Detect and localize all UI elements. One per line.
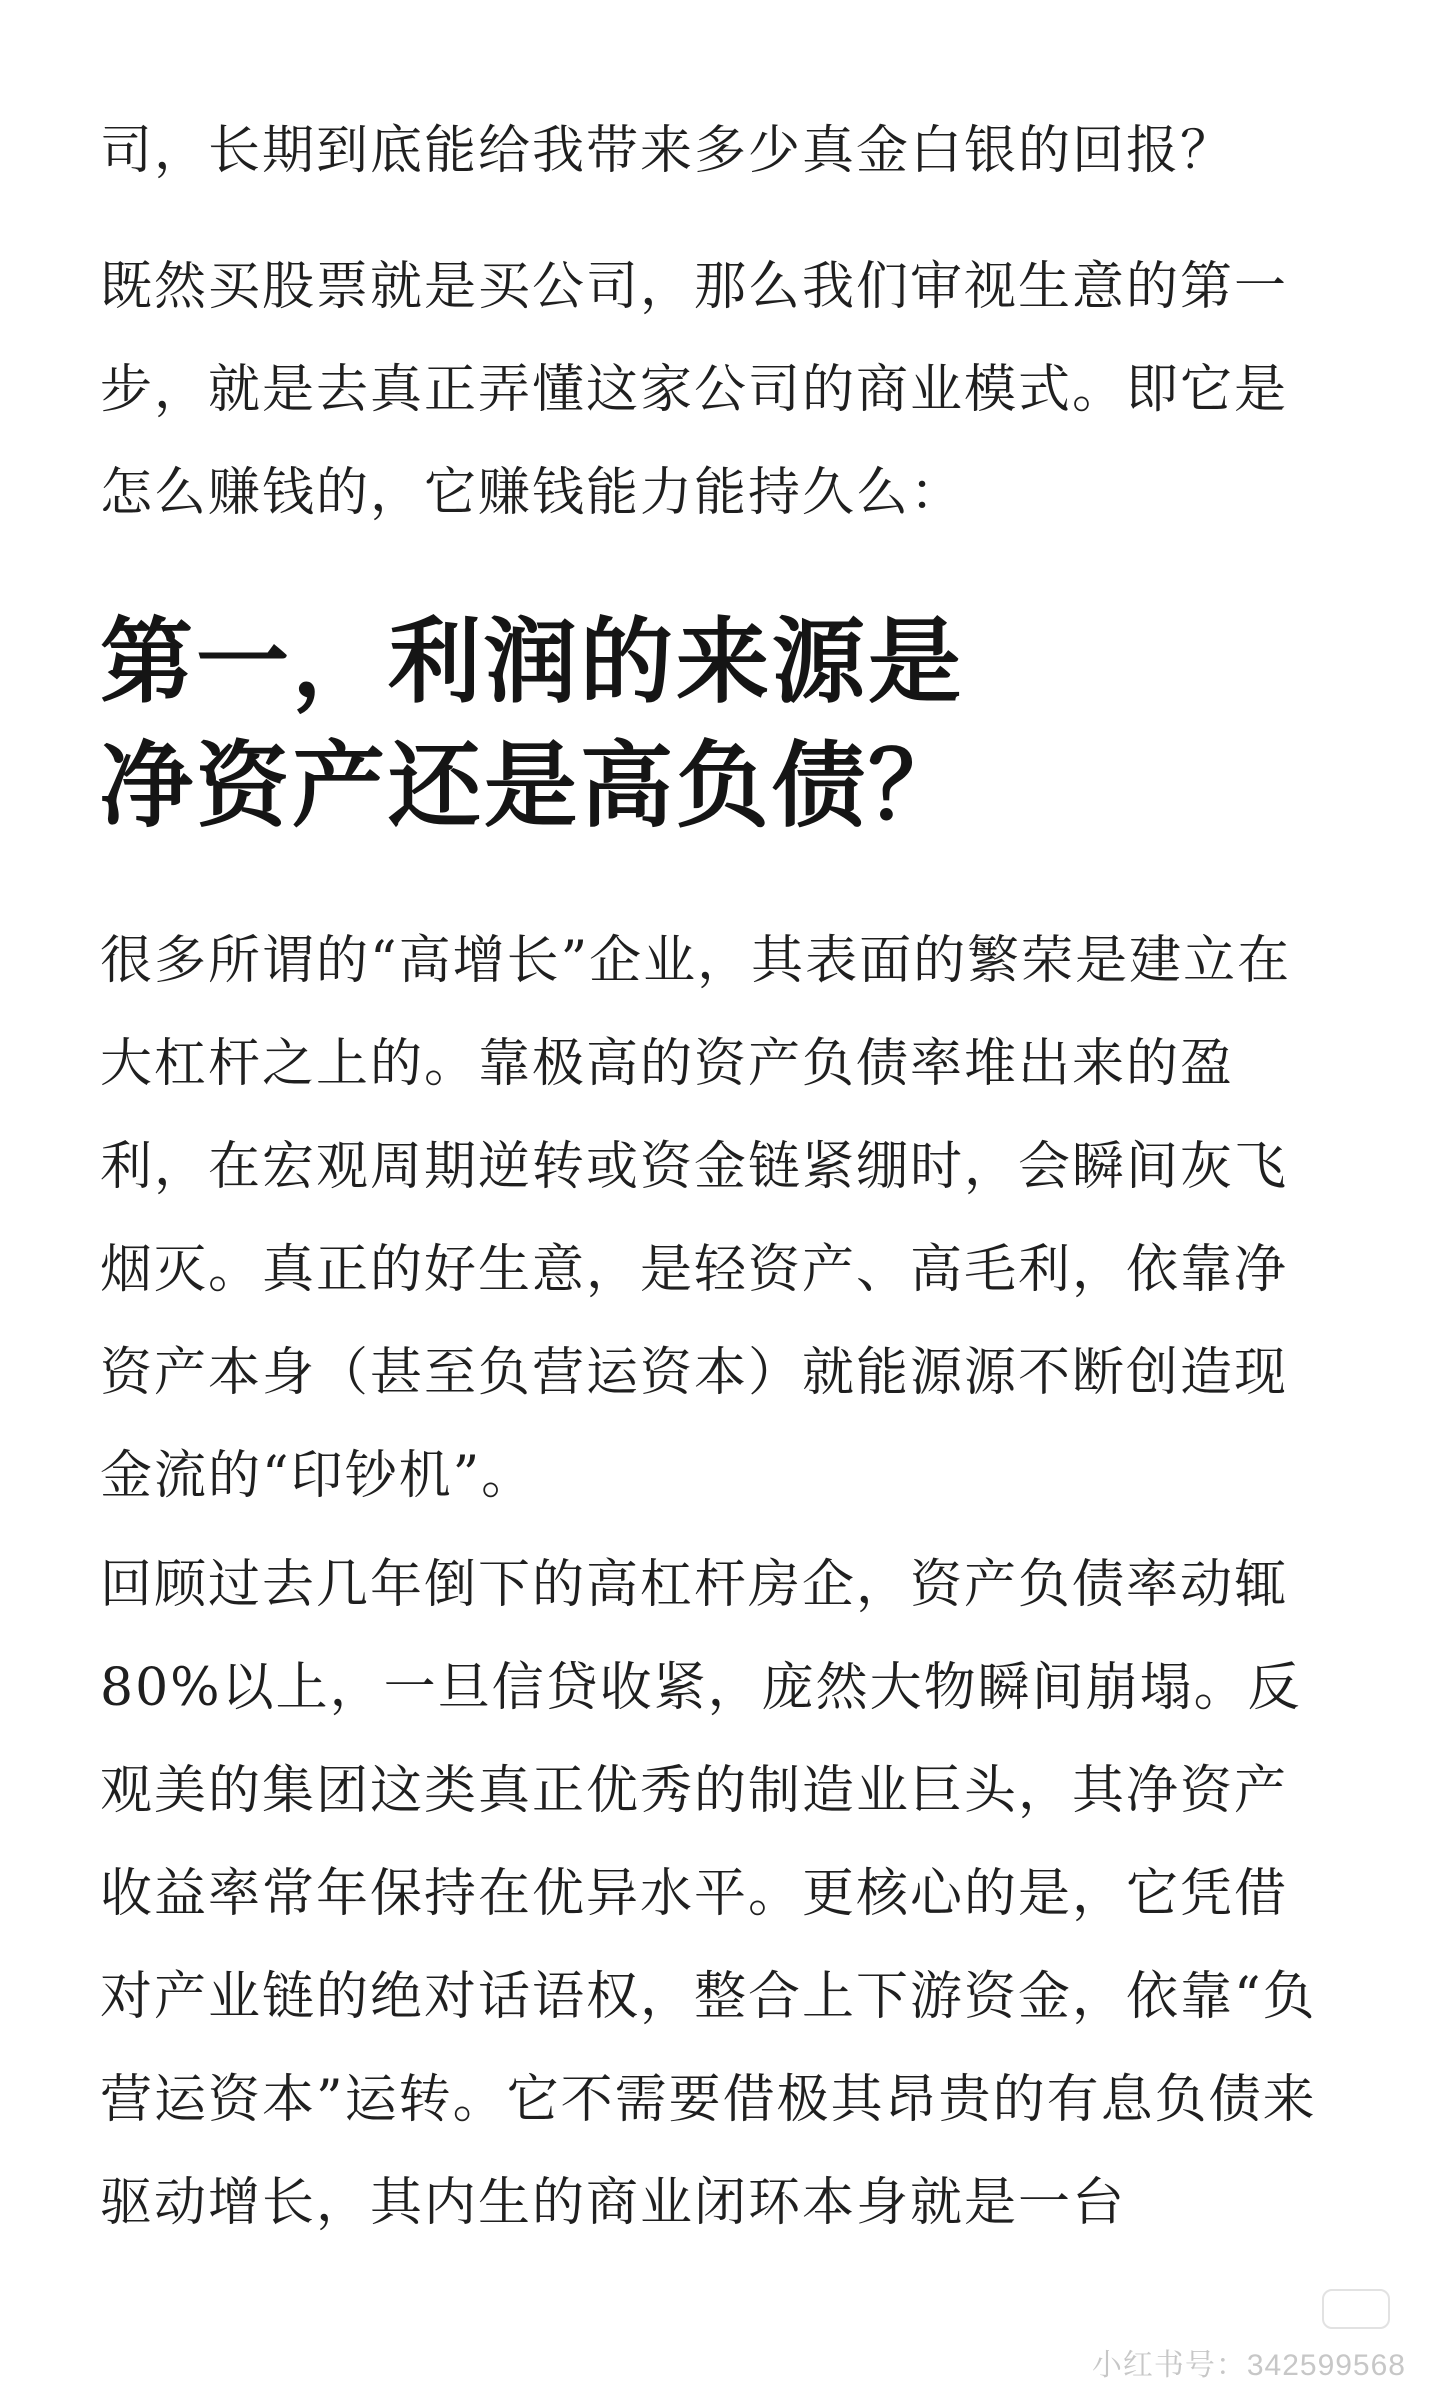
watermark	[1092, 2289, 1406, 2384]
watermark-logo-icon	[1322, 2289, 1390, 2329]
paragraph-business-model: 既然买股票就是买公司，那么我们审视生意的第一步，就是去真正弄懂这家公司的商业模式。即它是怎么赚钱的，它赚钱能力能持久么：	[100, 257, 1289, 523]
section-heading	[100, 600, 1340, 848]
section-heading-line-2: 净资产还是高负债？	[100, 731, 964, 840]
paragraph-intro-tail: 司，长期到底能给我带来多少真金白银的回报？	[100, 121, 1235, 181]
paragraph-leverage: 很多所谓的“高增长”企业，其表面的繁荣是建立在大杠杆之上的。靠极高的资产负债率堆出来的盈利，在宏观周期逆转或资金链紧绷时，会瞬间灰飞烟灭。真正的好生意，是轻资产、高毛利，依靠净资产本身（甚至负营运资本）就能源源不断创造现金流的“印钞机”。	[100, 931, 1292, 1506]
section-heading-line-1: 第一，利润的来源是	[100, 607, 964, 716]
paragraph-example: 回顾过去几年倒下的高杠杆房企，资产负债率动辄80%以上，一旦信贷收紧，庞然大物瞬间崩塌。反观美的集团这类真正优秀的制造业巨头，其净资产收益率常年保持在优异水平。更核心的是，它凭借对产业链的绝对话语权，整合上下游资金，依靠“负营运资本”运转。它不需要借极其昂贵的有息负债来驱动增长，其内生的商业闭环本身就是一台	[100, 1555, 1317, 2233]
watermark-id: 小红书号：342599568	[1091, 2349, 1406, 2382]
